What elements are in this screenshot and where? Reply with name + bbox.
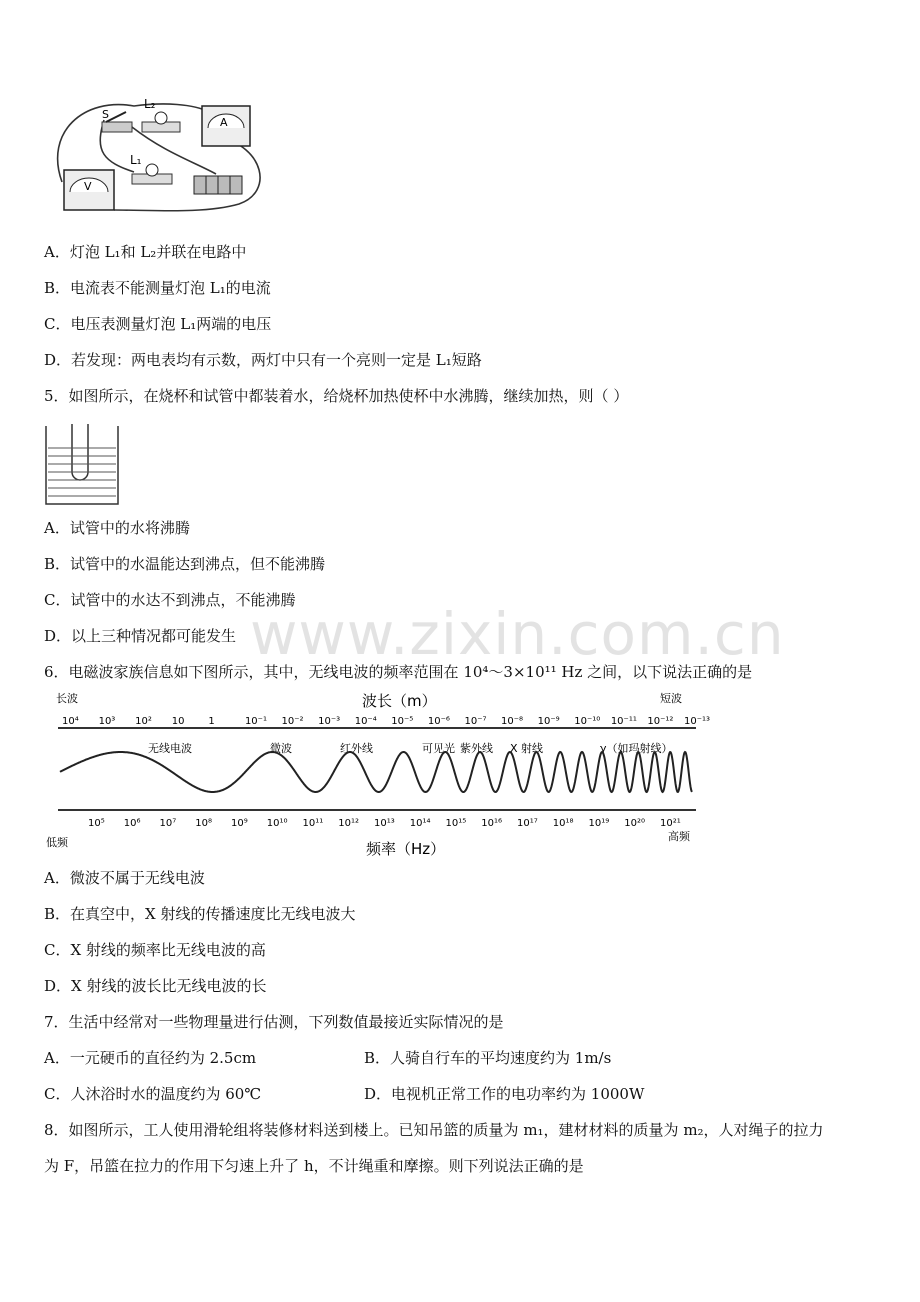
wavelength-tick: 10⁻²	[281, 716, 304, 727]
wavelength-tick: 1	[208, 716, 215, 727]
q7-option-a: A．一元硬币的直径约为 2.5cm	[44, 1049, 257, 1067]
q7-option-d: D．电视机正常工作的电功率约为 1000W	[364, 1085, 645, 1103]
frequency-tick: 10²¹	[660, 818, 681, 829]
band-label: γ（如玛射线）	[600, 742, 673, 755]
q7-option-b: B．人骑自行车的平均速度约为 1m/s	[364, 1049, 612, 1067]
frequency-tick: 10¹²	[338, 818, 359, 829]
q7-option-c: C．人沐浴时水的温度约为 60℃	[44, 1085, 262, 1103]
wavelength-tick: 10³	[98, 716, 116, 727]
wavelength-tick: 10⁻¹	[244, 716, 267, 727]
wavelength-tick: 10⁻³	[318, 716, 341, 727]
band-label: 无线电波	[148, 742, 192, 755]
q5-option-b: B．试管中的水温能达到沸点，但不能沸腾	[44, 555, 326, 573]
q6-option-a: A．微波不属于无线电波	[44, 869, 205, 887]
q4-option-a: A．灯泡 L₁和 L₂并联在电路中	[44, 243, 247, 261]
q8-line-2: 为 F，吊篮在拉力的作用下匀速上升了 h，不计绳重和摩擦。则下列说法正确的是	[44, 1157, 584, 1175]
beaker-test-tube-figure	[44, 422, 124, 508]
wavelength-tick: 10⁻⁵	[391, 716, 414, 727]
frequency-tick: 10⁵	[88, 818, 105, 829]
frequency-title: 频率（Hz）	[366, 840, 446, 858]
q4-option-b: B．电流表不能测量灯泡 L₁的电流	[44, 279, 271, 297]
high-freq-label: 高频	[668, 830, 690, 843]
frequency-tick: 10¹⁵	[445, 818, 467, 829]
wavelength-title: 波长（m）	[362, 692, 437, 710]
wavelength-tick: 10	[171, 716, 185, 727]
frequency-tick: 10¹⁸	[552, 818, 574, 829]
ammeter	[202, 106, 250, 146]
frequency-tick: 10¹⁷	[517, 818, 538, 829]
frequency-tick: 10¹³	[374, 818, 395, 829]
wavelength-tick: 10⁻¹⁰	[574, 716, 601, 727]
q4-option-d: D．若发现：两电表均有示数，两灯中只有一个亮则一定是 L₁短路	[44, 351, 482, 369]
watermark: www.zixin.com.cn	[250, 600, 785, 668]
frequency-tick: 10¹⁶	[481, 818, 502, 829]
wavelength-tick: 10⁻⁷	[464, 716, 487, 727]
q5-option-d: D．以上三种情况都可能发生	[44, 627, 237, 645]
wavelength-tick: 10²	[135, 716, 152, 727]
wavelength-tick: 10⁻¹³	[684, 716, 711, 727]
short-wave-label: 短波	[660, 692, 682, 705]
frequency-tick: 10⁷	[159, 818, 177, 829]
band-label: 红外线	[340, 742, 373, 755]
band-label: 紫外线	[460, 742, 493, 755]
wavelength-tick: 10⁻⁶	[427, 716, 450, 727]
q8-line-1: 8．如图所示，工人使用滑轮组将装修材料送到楼上。已知吊篮的质量为 m₁，建材材料的质量为 m₂，人对绳子的拉力	[44, 1121, 824, 1139]
frequency-tick: 10⁶	[123, 818, 141, 829]
svg-text:L₁: L₁	[130, 153, 142, 167]
q6-option-b: B．在真空中，X 射线的传播速度比无线电波大	[44, 905, 356, 923]
frequency-tick: 10⁸	[195, 818, 212, 829]
wavelength-tick: 10⁻¹¹	[610, 716, 637, 727]
svg-text:V: V	[84, 180, 92, 193]
frequency-tick: 10¹¹	[302, 818, 324, 829]
frequency-tick: 10⁹	[231, 818, 248, 829]
wavelength-tick: 10⁻⁸	[501, 716, 524, 727]
q5-option-c: C．试管中的水达不到沸点，不能沸腾	[44, 591, 296, 609]
svg-text:A: A	[220, 116, 228, 129]
q6-option-d: D．X 射线的波长比无线电波的长	[44, 977, 267, 995]
switch-s	[102, 108, 132, 132]
svg-text:L₂: L₂	[144, 97, 156, 111]
frequency-tick: 10¹⁰	[266, 818, 288, 829]
q5-stem: 5．如图所示，在烧杯和试管中都装着水，给烧杯加热使杯中水沸腾，继续加热，则（ ）	[44, 387, 629, 405]
frequency-tick: 10²⁰	[624, 818, 645, 829]
low-freq-label: 低频	[46, 836, 68, 849]
band-label: 微波	[270, 742, 292, 755]
band-label: X 射线	[510, 742, 544, 755]
wavelength-tick: 10⁻¹²	[647, 716, 674, 727]
circuit-diagram	[44, 92, 274, 228]
wavelength-tick: 10⁻⁴	[354, 716, 377, 727]
em-spectrum-diagram	[44, 688, 711, 860]
wavelength-tick: 10⁻⁹	[537, 716, 560, 727]
q7-stem: 7．生活中经常对一些物理量进行估测，下列数值最接近实际情况的是	[44, 1013, 504, 1031]
battery-pack	[194, 176, 242, 194]
voltmeter	[64, 170, 114, 210]
wavelength-tick: 10⁴	[62, 716, 79, 727]
long-wave-label: 长波	[56, 692, 78, 705]
lamp-l2	[142, 97, 180, 132]
q4-option-c: C．电压表测量灯泡 L₁两端的电压	[44, 315, 272, 333]
svg-text:S: S	[102, 108, 109, 121]
q5-option-a: A．试管中的水将沸腾	[44, 519, 190, 537]
q6-stem: 6．电磁波家族信息如下图所示，其中，无线电波的频率范围在 10⁴～3×10¹¹ Hz 之间，以下说法正确的是	[44, 663, 753, 681]
band-label: 可见光	[422, 742, 455, 755]
frequency-tick: 10¹⁴	[409, 818, 431, 829]
frequency-tick: 10¹⁹	[588, 818, 610, 829]
lamp-l1	[130, 153, 172, 184]
q6-option-c: C．X 射线的频率比无线电波的高	[44, 941, 266, 959]
